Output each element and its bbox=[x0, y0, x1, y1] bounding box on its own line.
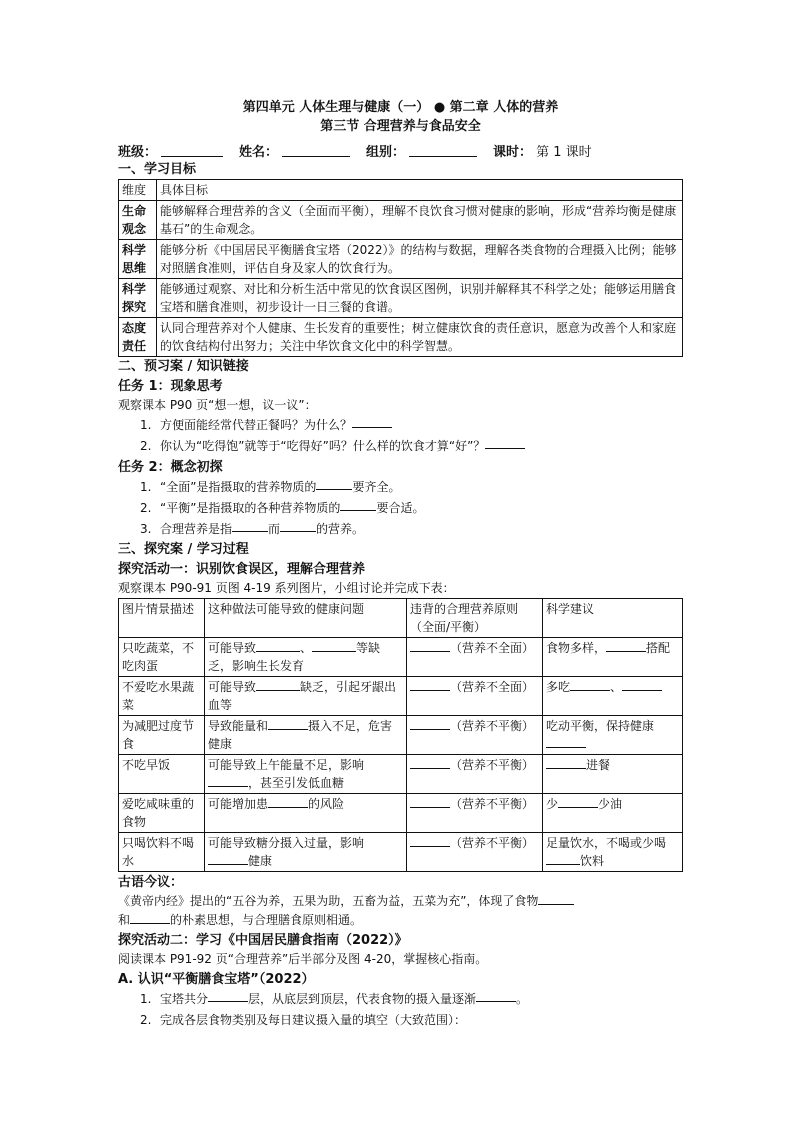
worksheet-page bbox=[118, 98, 683, 1031]
class-blank[interactable] bbox=[161, 144, 223, 157]
principle-cell: （营养不平衡） bbox=[407, 833, 543, 872]
answer-blank[interactable] bbox=[280, 519, 316, 532]
item-text: 层，从底层到顶层，代表食物的摄入量逐渐 bbox=[248, 992, 477, 1006]
problem-cell: 导致能量和 摄入不足，危害健康 bbox=[205, 716, 407, 755]
scene-cell: 只吃蔬菜，不吃肉蛋 bbox=[119, 638, 205, 677]
goal-text: 能够通过观察、对比和分析生活中常见的饮食误区图例，识别并解释其不科学之处；能够运用膳食宝塔和膳食准则，初步设计一日三餐的食谱。 bbox=[157, 279, 683, 318]
table-header-cell: 违背的合理营养原则（全面/平衡） bbox=[407, 599, 543, 638]
answer-blank[interactable] bbox=[476, 989, 516, 1002]
table-row bbox=[119, 279, 683, 318]
period-label: 课时： bbox=[493, 144, 533, 160]
goal-dimension: 态度责任 bbox=[119, 318, 157, 357]
advice-cell: 吃动平衡，保持健康 bbox=[543, 716, 683, 755]
advice-cell: 足量饮水，不喝或少喝饮料 bbox=[543, 833, 683, 872]
group-blank[interactable] bbox=[409, 144, 477, 157]
answer-blank[interactable] bbox=[485, 436, 525, 449]
item-text: 要齐全。 bbox=[352, 480, 401, 494]
section1-heading: 一、学习目标 bbox=[118, 162, 197, 177]
answer-blank[interactable] bbox=[410, 795, 450, 808]
item-text: 宝塔共分 bbox=[160, 992, 209, 1006]
list-item bbox=[118, 1010, 683, 1031]
ancient-line bbox=[118, 911, 683, 930]
scene-cell: 为减肥过度节食 bbox=[119, 716, 205, 755]
goal-text: 能够分析《中国居民平衡膳食宝塔（2022）》的结构与数据，理解各类食物的合理摄入比例；能够对照膳食准则，评估自身及家人的饮食行为。 bbox=[157, 240, 683, 279]
item-number: 1. bbox=[140, 480, 152, 494]
advice-cell: 多吃 、 bbox=[543, 677, 683, 716]
period-value: 第 1 课时 bbox=[536, 144, 592, 160]
problem-cell: 可能导致 缺乏，引起牙龈出血等 bbox=[205, 677, 407, 716]
answer-blank[interactable] bbox=[410, 717, 450, 730]
item-number: 1. bbox=[140, 418, 152, 432]
advice-cell: 食物多样， 搭配 bbox=[543, 638, 683, 677]
goal-dimension: 生命观念 bbox=[119, 201, 157, 240]
class-label: 班级： bbox=[118, 144, 158, 160]
goal-dimension: 科学探究 bbox=[119, 279, 157, 318]
answer-blank[interactable] bbox=[312, 639, 356, 652]
item-text: 。 bbox=[516, 992, 529, 1006]
section3-heading: 三、探究案 / 学习过程 bbox=[118, 542, 249, 557]
table-header-cell: 图片情景描述 bbox=[119, 599, 205, 638]
scene-cell: 爱吃咸味重的食物 bbox=[119, 794, 205, 833]
answer-blank[interactable] bbox=[622, 678, 662, 691]
answer-blank[interactable] bbox=[558, 795, 598, 808]
activity2-title: 探究活动二：学习《中国居民膳食指南（2022）》 bbox=[118, 933, 408, 948]
table-row bbox=[119, 833, 683, 872]
item-text: “全面”是指摄取的营养物质的 bbox=[160, 480, 317, 494]
answer-blank[interactable] bbox=[570, 678, 610, 691]
list-item bbox=[118, 989, 683, 1010]
task1-intro: 观察课本 P90 页“想一想，议一议”： bbox=[118, 398, 317, 412]
answer-blank[interactable] bbox=[352, 415, 392, 428]
problem-cell: 可能导致 、 等缺乏，影响生长发育 bbox=[205, 638, 407, 677]
answer-blank[interactable] bbox=[546, 756, 586, 769]
item-text: 的营养。 bbox=[316, 522, 365, 536]
answer-blank[interactable] bbox=[256, 639, 300, 652]
learning-goals-table bbox=[118, 179, 683, 357]
table-row bbox=[119, 318, 683, 357]
answer-blank[interactable] bbox=[410, 834, 450, 847]
principle-cell: （营养不平衡） bbox=[407, 794, 543, 833]
goal-dimension: 科学思维 bbox=[119, 240, 157, 279]
item-text: 方便面能经常代替正餐吗？为什么？ bbox=[160, 418, 353, 432]
item-number: 2. bbox=[140, 439, 152, 453]
principle-cell: （营养不平衡） bbox=[407, 755, 543, 794]
scene-cell: 不爱吃水果蔬菜 bbox=[119, 677, 205, 716]
table-header-cell: 维度 bbox=[119, 180, 157, 201]
table-row bbox=[119, 755, 683, 794]
activity1-title: 探究活动一：识别饮食误区，理解合理营养 bbox=[118, 562, 366, 577]
scene-cell: 不吃早饭 bbox=[119, 755, 205, 794]
list-item bbox=[118, 477, 683, 498]
item-text: 而 bbox=[268, 522, 281, 536]
list-item bbox=[118, 436, 683, 457]
ancient-text: 的朴素思想，与合理膳食原则相通。 bbox=[170, 913, 363, 927]
answer-blank[interactable] bbox=[130, 911, 170, 924]
answer-blank[interactable] bbox=[606, 639, 646, 652]
section-title: 第三节 合理营养与食品安全 bbox=[320, 119, 481, 134]
activity2-intro: 阅读课本 P91-92 页“合理营养”后半部分及图 4-20，掌握核心指南。 bbox=[118, 952, 488, 966]
answer-blank[interactable] bbox=[208, 774, 248, 787]
advice-cell: 少 少油 bbox=[543, 794, 683, 833]
student-info-row bbox=[118, 140, 683, 160]
item-number: 3. bbox=[140, 522, 152, 536]
problem-cell: 可能增加患 的风险 bbox=[205, 794, 407, 833]
item-number: 2. bbox=[140, 1013, 152, 1027]
name-blank[interactable] bbox=[282, 144, 350, 157]
section2-heading: 二、预习案 / 知识链接 bbox=[118, 359, 249, 374]
answer-blank[interactable] bbox=[268, 795, 308, 808]
answer-blank[interactable] bbox=[538, 892, 574, 905]
principle-cell: （营养不全面） bbox=[407, 638, 543, 677]
answer-blank[interactable] bbox=[256, 678, 300, 691]
answer-blank[interactable] bbox=[546, 852, 580, 865]
answer-blank[interactable] bbox=[410, 678, 450, 691]
table-header-cell: 具体目标 bbox=[157, 180, 683, 201]
item-number: 2. bbox=[140, 501, 152, 515]
table-row bbox=[119, 677, 683, 716]
unit-title: 第四单元 人体生理与健康（一） ● 第二章 人体的营养 bbox=[242, 100, 559, 115]
ancient-text: 《黄帝内经》提出的“五谷为养，五果为助，五畜为益，五菜为充”，体现了食物 bbox=[118, 894, 539, 908]
table-row bbox=[119, 240, 683, 279]
name-label: 姓名： bbox=[239, 144, 279, 160]
ancient-title: 古语今议： bbox=[118, 875, 184, 890]
diet-mistakes-table bbox=[118, 598, 683, 872]
problem-cell: 可能导致糖分摄入过量，影响健康 bbox=[205, 833, 407, 872]
answer-blank[interactable] bbox=[410, 639, 450, 652]
ancient-line bbox=[118, 892, 683, 911]
item-text: 要合适。 bbox=[376, 501, 425, 515]
ancient-text: 和 bbox=[118, 913, 131, 927]
answer-blank[interactable] bbox=[208, 852, 248, 865]
table-header-cell: 科学建议 bbox=[543, 599, 683, 638]
item-number: 1. bbox=[140, 992, 152, 1006]
item-text: 完成各层食物类别及每日建议摄入量的填空（大致范围）： bbox=[160, 1013, 467, 1027]
table-header-row bbox=[119, 180, 683, 201]
table-row bbox=[119, 716, 683, 755]
activity1-intro: 观察课本 P90-91 页图 4-19 系列图片，小组讨论并完成下表： bbox=[118, 581, 455, 595]
principle-cell: （营养不全面） bbox=[407, 677, 543, 716]
list-item bbox=[118, 415, 683, 436]
table-row bbox=[119, 638, 683, 677]
group-label: 组别： bbox=[366, 144, 406, 160]
goal-text: 认同合理营养对个人健康、生长发育的重要性；树立健康饮食的责任意识，愿意为改善个人和家庭的饮食结构付出努力；关注中华饮食文化中的科学智慧。 bbox=[157, 318, 683, 357]
advice-cell: 进餐 bbox=[543, 755, 683, 794]
principle-cell: （营养不平衡） bbox=[407, 716, 543, 755]
answer-blank[interactable] bbox=[410, 756, 450, 769]
table-row bbox=[119, 201, 683, 240]
task1-title: 任务 1：现象思考 bbox=[118, 379, 223, 394]
list-item bbox=[118, 519, 683, 540]
goal-text: 能够解释合理营养的含义（全面而平衡），理解不良饮食习惯对健康的影响，形成“营养均衡是健康基石”的生命观念。 bbox=[157, 201, 683, 240]
table-row bbox=[119, 794, 683, 833]
answer-blank[interactable] bbox=[232, 519, 268, 532]
answer-blank[interactable] bbox=[268, 717, 308, 730]
answer-blank[interactable] bbox=[340, 498, 376, 511]
partA-title: A. 认识“平衡膳食宝塔”（2022） bbox=[118, 972, 315, 987]
item-text: 你认为“吃得饱”就等于“吃得好”吗？什么样的饮食才算“好”？ bbox=[160, 439, 486, 453]
problem-cell: 可能导致上午能量不足，影响，甚至引发低血糖 bbox=[205, 755, 407, 794]
answer-blank[interactable] bbox=[316, 477, 352, 490]
task2-title: 任务 2：概念初探 bbox=[118, 460, 223, 475]
scene-cell: 只喝饮料不喝水 bbox=[119, 833, 205, 872]
table-header-cell: 这种做法可能导致的健康问题 bbox=[205, 599, 407, 638]
answer-blank[interactable] bbox=[208, 989, 248, 1002]
item-text: 合理营养是指 bbox=[160, 522, 233, 536]
item-text: “平衡”是指摄取的各种营养物质的 bbox=[160, 501, 341, 515]
table-header-row bbox=[119, 599, 683, 638]
answer-blank[interactable] bbox=[546, 735, 586, 748]
list-item bbox=[118, 498, 683, 519]
